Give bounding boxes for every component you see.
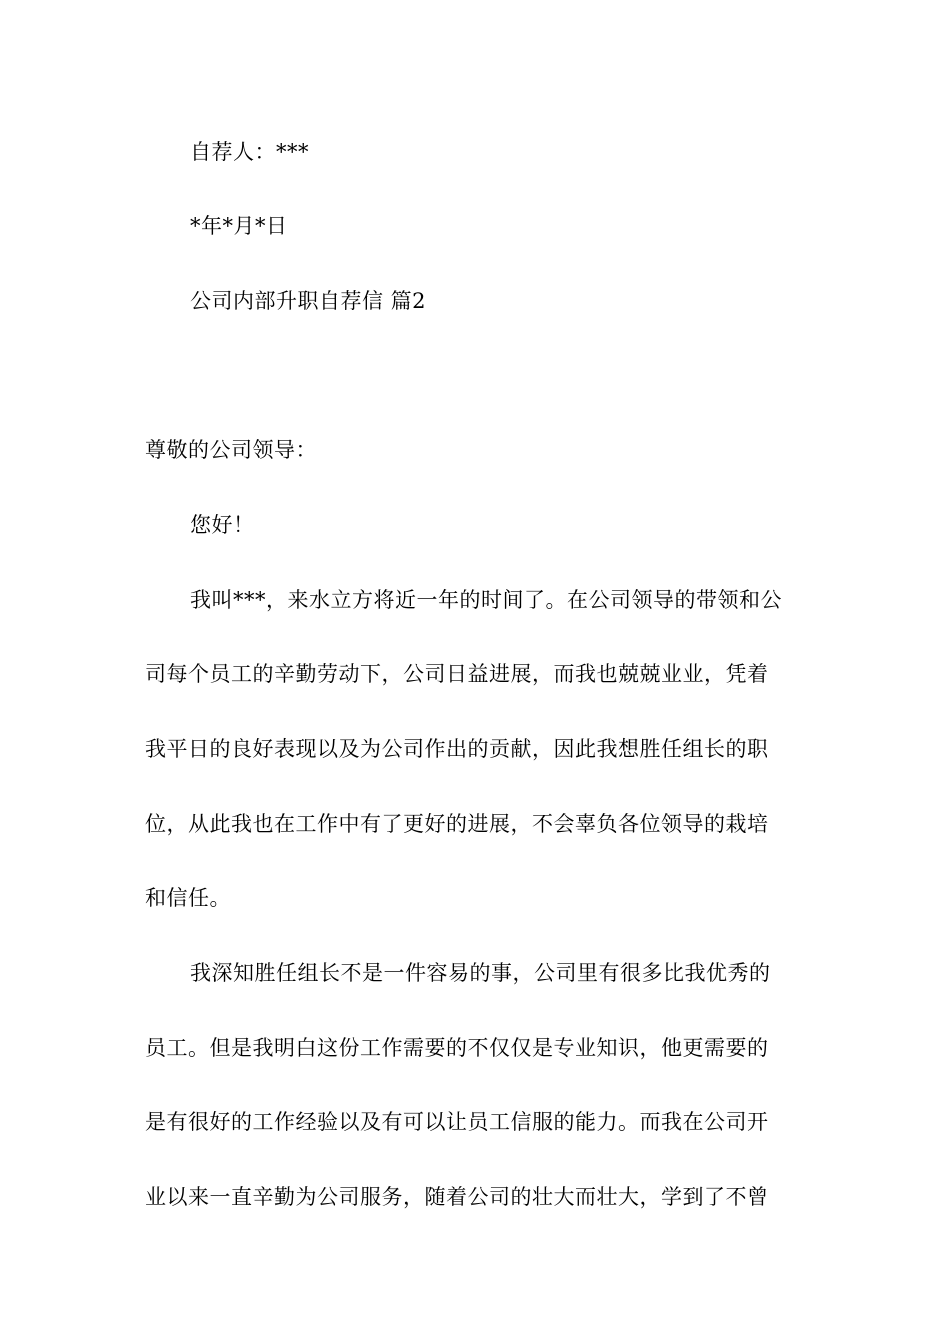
date-line: *年*月*日: [190, 214, 288, 238]
paragraph-2-line: 我深知胜任组长不是一件容易的事，公司里有很多比我优秀的: [190, 961, 771, 985]
paragraph-1-line: 我平日的良好表现以及为公司作出的贡献，因此我想胜任组长的职: [145, 737, 769, 761]
paragraph-2-line: 员工。但是我明白这份工作需要的不仅仅是专业知识，他更需要的: [145, 1036, 769, 1060]
paragraph-1-line: 位，从此我也在工作中有了更好的进展，不会辜负各位领导的栽培: [145, 812, 769, 836]
paragraph-1-line: 我叫***，来水立方将近一年的时间了。在公司领导的带领和公: [190, 588, 782, 612]
paragraph-1-line: 和信任。: [145, 886, 231, 910]
greeting: 您好！: [190, 513, 255, 537]
paragraph-2-line: 是有很好的工作经验以及有可以让员工信服的能力。而我在公司开: [145, 1110, 769, 1134]
section-heading: 公司内部升职自荐信 篇2: [190, 289, 427, 313]
signature-line: 自荐人：***: [190, 140, 309, 164]
salutation: 尊敬的公司领导：: [145, 438, 317, 462]
paragraph-2-line: 业以来一直辛勤为公司服务，随着公司的壮大而壮大，学到了不曾: [145, 1185, 769, 1209]
paragraph-1-line: 司每个员工的辛勤劳动下，公司日益进展，而我也兢兢业业，凭着: [145, 662, 769, 686]
